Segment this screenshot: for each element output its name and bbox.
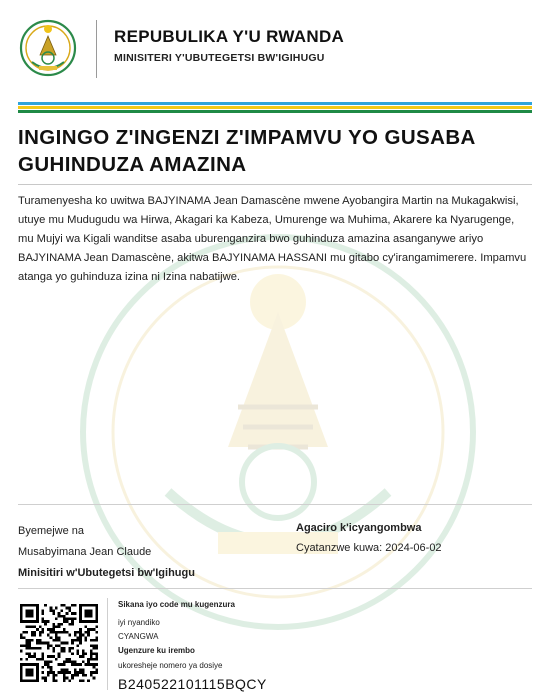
- green-stripe: [18, 110, 532, 113]
- country-name: REPUBULIKA Y'U RWANDA: [114, 27, 345, 46]
- document-header: [0, 0, 551, 95]
- issue-date-value: 2024-06-02: [385, 542, 442, 554]
- signature-label: Byemejwe na: [18, 525, 85, 537]
- verification-file-number-hint: ukoresheje nomero ya dosiye: [118, 661, 223, 670]
- blue-stripe: [18, 102, 532, 105]
- verification-or: CYANGWA: [118, 632, 159, 641]
- verification-instruction-cont: iyi nyandiko: [118, 618, 160, 627]
- issue-date-label: Cyatanzwe kuwa:: [296, 542, 383, 554]
- header-divider: [96, 20, 97, 78]
- document-body: Turamenyesha ko uwitwa BAJYINAMA Jean Damascène mwene Ayobangira Martin na Mukagakwisi, utuye mu Mudugudu wa Hirwa, Akagari ka Kabeza, Umurenge wa Muhima, Akarere ka Nyarugenge, mu Mujyi wa Kigali wanditse asaba uburenganzira bwo guhinduza amazina asanganywe ariyo BAJYINAMA Jean Damascène, akitwa BAJYINAMA HASSANI mu gitabo cy'irangamimerere. Impamvu atanga yo guhinduza izina ni Izina nabatijwe.: [18, 195, 527, 283]
- section-divider: [18, 504, 532, 505]
- fee-label: Agaciro k'icyangombwa: [296, 522, 422, 534]
- verification-code: B240522101115BQCY: [118, 676, 267, 692]
- verification-instruction: Sikana iyo code mu kugenzura: [118, 600, 235, 609]
- issue-date: [296, 542, 442, 554]
- signatory-title: Minisitiri w'Ubutegetsi bw'Igihugu: [18, 567, 195, 579]
- qr-code-icon: [20, 604, 98, 682]
- signatory-name: Musabyimana Jean Claude: [18, 546, 152, 558]
- title-divider: [18, 184, 532, 185]
- rwanda-seal-icon: [18, 18, 78, 80]
- flag-stripes: [18, 102, 532, 114]
- ministry-name: MINISITERI Y'UBUTEGETSI BW'IGIHUGU: [114, 52, 325, 64]
- document-title: INGINGO Z'INGENZI Z'IMPAMVU YO GUSABA GUHINDUZA AMAZINA: [18, 126, 475, 176]
- footer-divider: [18, 588, 532, 589]
- footer-vertical-divider: [107, 598, 108, 690]
- verification-irembo: Ugenzure ku irembo: [118, 646, 195, 655]
- yellow-stripe: [18, 106, 532, 109]
